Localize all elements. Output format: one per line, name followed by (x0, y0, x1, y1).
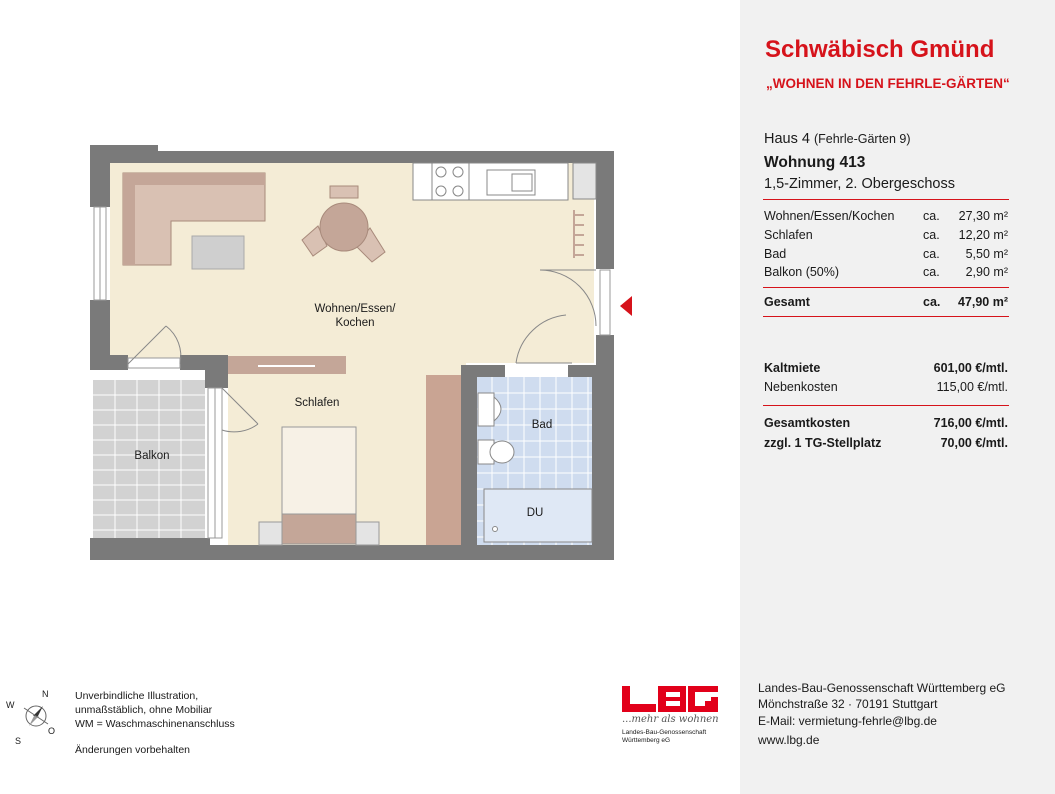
room-label-living: Wohnen/Essen/ Kochen (314, 303, 396, 329)
logo-company: Landes-Bau-Genossenschaft Württemberg eG (622, 729, 707, 744)
compass-n: N (42, 689, 49, 699)
compass-o: O (48, 726, 56, 736)
cost-row: Kaltmiete 601,00 €/mtl. (764, 361, 1008, 375)
room-label-shower: DU (526, 507, 544, 519)
divider (763, 316, 1009, 317)
area-row: Bad ca. 5,50 m² (764, 247, 1008, 261)
room-label-balcony: Balkon (134, 450, 170, 462)
cost-total-row: Gesamtkosten 716,00 €/mtl. (764, 416, 1008, 430)
contact-web[interactable]: www.lbg.de (758, 733, 820, 747)
divider (763, 199, 1009, 200)
room-label-bath: Bad (531, 419, 553, 431)
contact-address: Mönchstraße 32 · 70191 Stuttgart (758, 697, 938, 711)
cost-row: Nebenkosten 115,00 €/mtl. (764, 380, 1008, 394)
page-title: Schwäbisch Gmünd (765, 36, 995, 63)
area-total-row: Gesamt ca. 47,90 m² (764, 295, 1008, 309)
area-row: Schlafen ca. 12,20 m² (764, 228, 1008, 242)
compass-s: S (15, 736, 22, 746)
contact-company: Landes-Bau-Genossenschaft Württemberg eG (758, 681, 1006, 695)
rooms-floor: 1,5-Zimmer, 2. Obergeschoss (764, 176, 955, 192)
apartment-number: Wohnung 413 (764, 154, 866, 171)
info-panel (740, 0, 1055, 794)
compass-w: W (6, 700, 15, 710)
divider (763, 287, 1009, 288)
compass-icon (24, 706, 48, 726)
house-info: Haus 4 (Fehrle-Gärten 9) (764, 131, 911, 147)
room-label-sleeping: Schlafen (294, 397, 340, 409)
area-row: Balkon (50%) ca. 2,90 m² (764, 265, 1008, 279)
entrance-arrow-icon (620, 296, 632, 316)
parking-row: zzgl. 1 TG-Stellplatz 70,00 €/mtl. (764, 436, 1008, 450)
logo-tagline: ...mehr als wohnen (622, 714, 719, 725)
area-row: Wohnen/Essen/Kochen ca. 27,30 m² (764, 209, 1008, 223)
contact-email[interactable]: E-Mail: vermietung-fehrle@lbg.de (758, 714, 937, 728)
divider (763, 405, 1009, 406)
lbg-logo-icon (622, 686, 718, 712)
disclaimer: Unverbindliche Illustration, unmaßstäblich, ohne Mobiliar WM = Waschmaschinenanschluss Änderungen vorbehalten (75, 690, 235, 756)
project-title: „WOHNEN IN DEN FEHRLE-GÄRTEN“ (766, 76, 1010, 91)
